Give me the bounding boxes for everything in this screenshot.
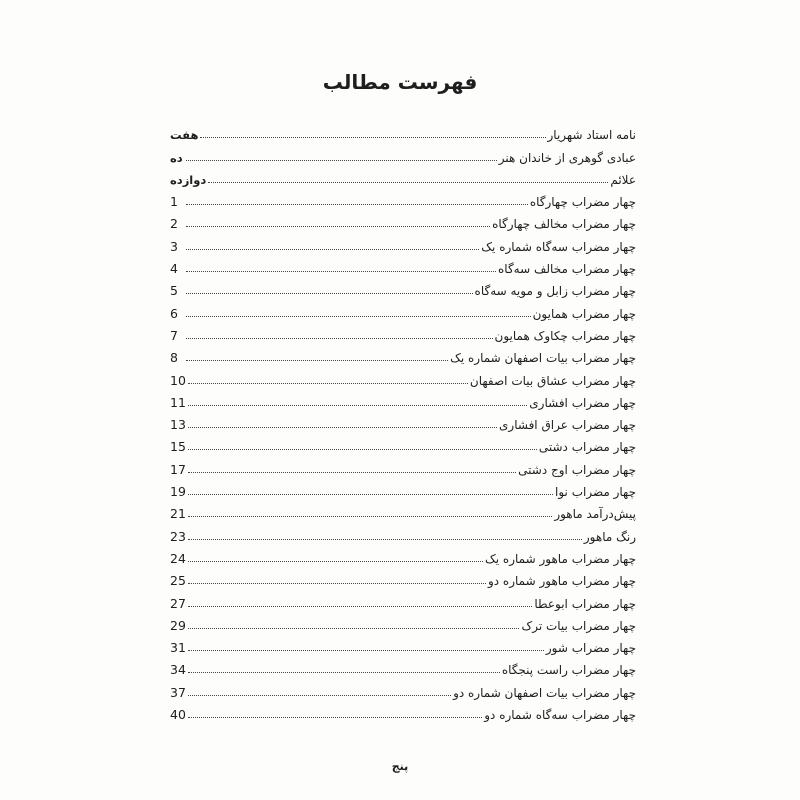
toc-entry-page: 29 [170,617,186,633]
toc-entry-title: عبادی گوهری از خاندان هنر [498,150,636,165]
toc-entry-title: چهار مضراب سه‌گاه شماره دو [484,708,636,723]
toc-entry [170,611,636,633]
dot-leader [188,449,537,450]
dot-leader [188,672,500,673]
dot-leader [186,226,490,227]
dot-leader [208,182,608,183]
toc-entry [170,276,636,298]
toc-entry-title: نامه استاد شهریار [547,128,636,143]
toc-entry-title: چهار مضراب ماهور شماره یک [485,551,636,566]
dot-leader [188,695,451,696]
toc-entry-page: 5 [170,283,178,299]
toc-entry [170,588,636,610]
toc-entry-title: پیش‌درآمد ماهور [554,507,636,522]
dot-leader [186,160,497,161]
toc-entry-page: 25 [170,573,186,589]
toc-entry-title: چهار مضراب ماهور شماره دو [487,574,636,589]
dot-leader [188,539,582,540]
dot-leader [188,427,497,428]
toc-entry [170,410,636,432]
toc-entry [170,521,636,543]
toc-entry [170,566,636,588]
toc-entry-page: 37 [170,684,186,700]
toc-entry [170,321,636,343]
toc-entry-page: 40 [170,707,186,723]
toc-entry-page: دوازده [170,172,207,187]
toc-entry-title: چهار مضراب همایون [532,306,636,321]
toc-entry-title: چهار مضراب چکاوک همایون [494,328,636,343]
toc-entry-title: چهار مضراب نوا [555,485,636,500]
toc-entry-title: چهار مضراب راست پنجگاه [501,663,636,678]
toc-entry-page: 8 [170,350,178,366]
dot-leader [186,249,479,250]
toc-entry [170,343,636,365]
toc-entry [170,120,636,142]
toc-entry [170,477,636,499]
toc-entry-page: 24 [170,550,186,566]
table-of-contents [170,120,636,722]
toc-entry [170,633,636,655]
page-number: پنج [391,760,409,773]
dot-leader [186,293,473,294]
toc-entry-page: 15 [170,439,186,455]
toc-entry-page: ده [170,150,183,165]
toc-entry-page: 11 [170,394,186,410]
toc-entry [170,499,636,521]
toc-entry-page: 17 [170,461,186,477]
dot-leader [200,137,545,138]
toc-entry-page: 23 [170,528,186,544]
toc-entry [170,187,636,209]
dot-leader [186,271,496,272]
toc-entry-title: چهار مضراب بیات اصفهان شماره دو [453,685,636,700]
toc-entry-title: چهار مضراب مخالف چهارگاه [492,217,636,232]
toc-entry-title: علائم [610,172,636,187]
dot-leader [188,606,532,607]
dot-leader [188,494,553,495]
dot-leader [186,338,493,339]
toc-entry-page: 19 [170,484,186,500]
toc-entry [170,454,636,476]
toc-entry-title: چهار مضراب سه‌گاه شماره یک [481,239,636,254]
toc-entry [170,700,636,722]
toc-entry-page: 4 [170,261,178,277]
toc-entry-title: چهار مضراب عراق افشاری [499,418,636,433]
toc-entry-title: چهار مضراب بیات ترک [521,618,636,633]
toc-entry [170,544,636,566]
toc-entry [170,388,636,410]
toc-entry-page: 13 [170,417,186,433]
toc-entry-title: چهار مضراب اوج دشتی [518,462,636,477]
dot-leader [188,628,520,629]
toc-entry [170,142,636,164]
toc-entry-title: چهار مضراب زابل و مویه سه‌گاه [474,284,636,299]
toc-entry-title: چهار مضراب ابوعطا [534,596,636,611]
toc-entry-title: چهار مضراب مخالف سه‌گاه [498,262,636,277]
dot-leader [188,472,516,473]
dot-leader [188,583,486,584]
toc-entry [170,677,636,699]
toc-entry-page: 2 [170,216,178,232]
toc-entry-title: رنگ ماهور [583,529,636,544]
toc-entry [170,298,636,320]
dot-leader [188,650,544,651]
toc-entry-page: 31 [170,640,186,656]
toc-entry-page: 10 [170,372,186,388]
toc-entry-page: 7 [170,327,178,343]
toc-entry-page: 3 [170,238,178,254]
dot-leader [186,316,531,317]
toc-entry-page: 6 [170,305,178,321]
toc-entry-title: چهار مضراب چهارگاه [529,195,636,210]
toc-entry-title: چهار مضراب افشاری [529,395,636,410]
toc-entry-page: 27 [170,595,186,611]
toc-entry-title: چهار مضراب شور [545,641,636,656]
dot-leader [188,561,483,562]
toc-entry-page: 34 [170,662,186,678]
toc-entry [170,254,636,276]
dot-leader [188,717,482,718]
toc-entry [170,432,636,454]
dot-leader [186,204,528,205]
page-title: فهرست مطالب [322,70,478,94]
toc-entry [170,365,636,387]
dot-leader [188,383,468,384]
toc-entry-title: چهار مضراب دشتی [538,440,636,455]
toc-entry [170,655,636,677]
dot-leader [188,516,552,517]
toc-entry-page: هفت [170,128,199,143]
toc-entry-page: 21 [170,506,186,522]
toc-entry [170,165,636,187]
toc-entry-page: 1 [170,194,178,210]
toc-entry [170,209,636,231]
toc-entry [170,231,636,253]
toc-entry-title: چهار مضراب عشاق بیات اصفهان [469,373,636,388]
toc-entry-title: چهار مضراب بیات اصفهان شماره یک [450,351,636,366]
dot-leader [188,405,527,406]
dot-leader [186,360,448,361]
